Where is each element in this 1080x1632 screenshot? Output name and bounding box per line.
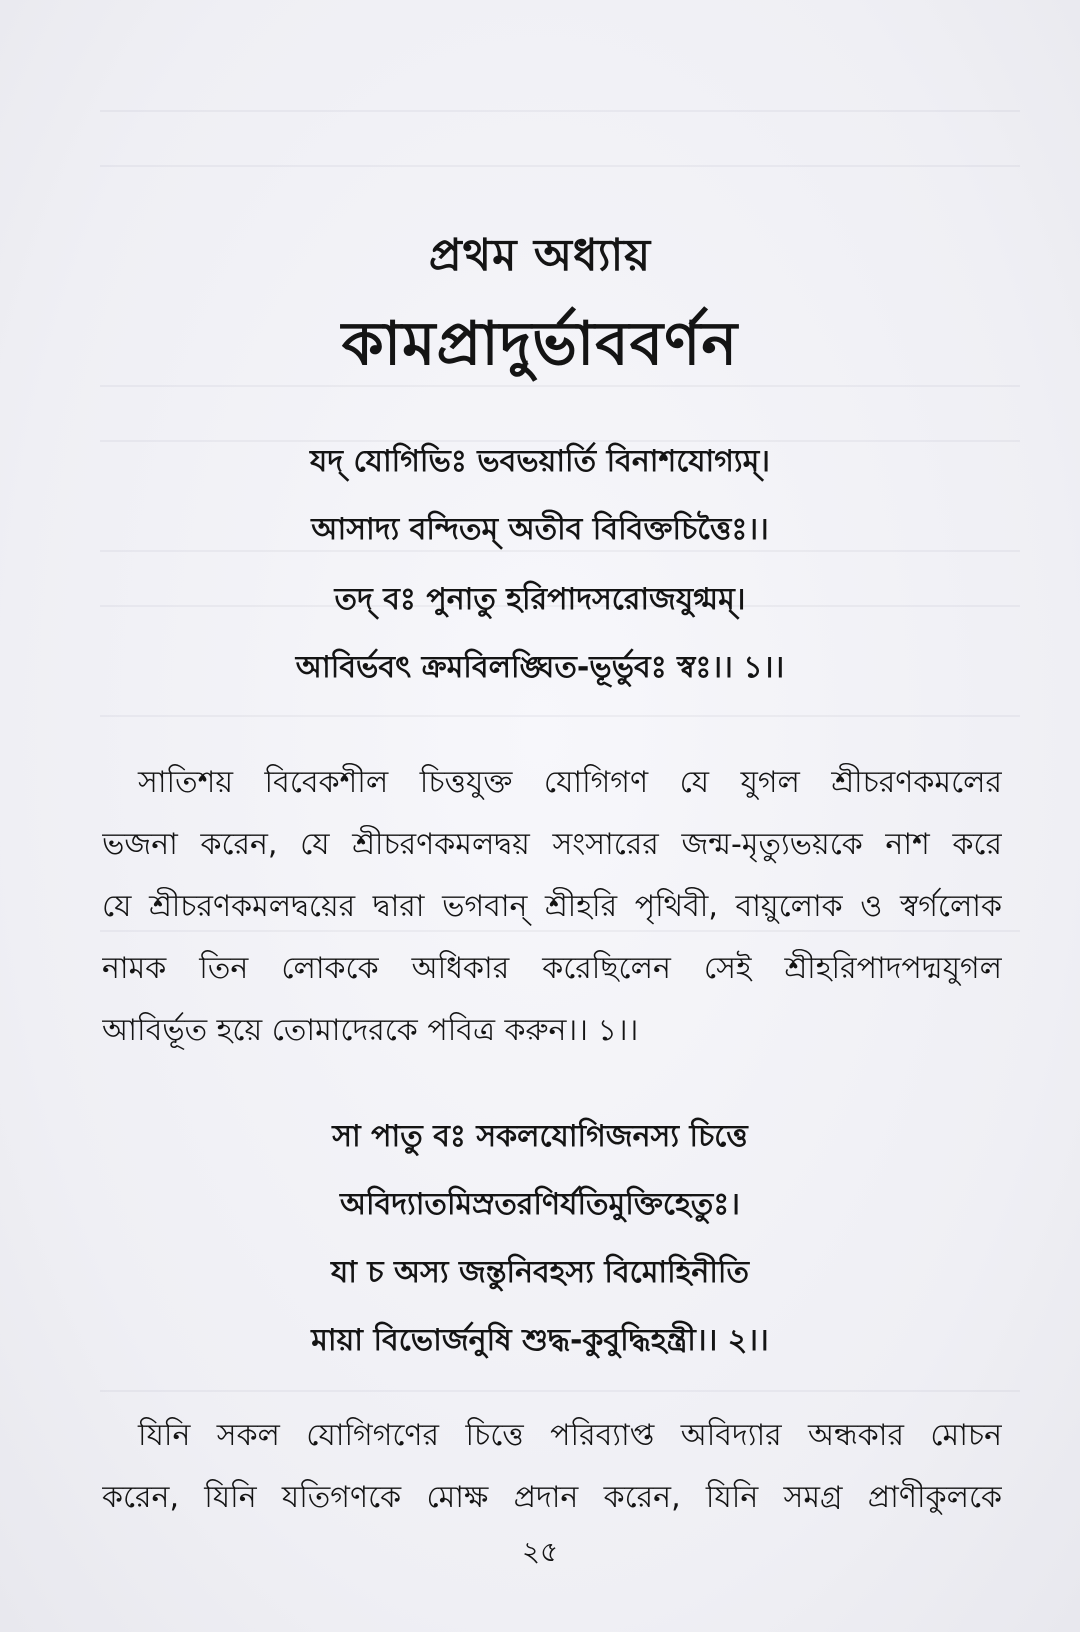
verse-line: সা পাতু বঃ সকলযোগিজনস্য চিত্তে: [332, 1119, 748, 1154]
prose-line: সাতিশয় বিবেকশীল চিত্তযুক্ত যোগিগণ যে যুগল শ্রীচরণকমলের: [138, 765, 1002, 800]
verse-line: আসাদ্য বন্দিতম্ অতীব বিবিক্তচিত্তৈঃ।।: [311, 512, 769, 547]
page-number: ২৫: [521, 1535, 559, 1568]
chapter-title: কামপ্রাদুর্ভাববর্ণন: [341, 309, 739, 379]
prose-line: নামক তিন লোককে অধিকার করেছিলেন সেই শ্রীহরিপাদপদ্মযুগল: [102, 951, 1002, 986]
verse-line: অবিদ্যাতমিস্রতরণির্যতিমুক্তিহেতুঃ।: [340, 1187, 740, 1222]
prose-line: ভজনা করেন, যে শ্রীচরণকমলদ্বয় সংসারের জন্ম-মৃত্যুভয়কে নাশ করে: [102, 827, 1002, 862]
prose-paragraph-1: [102, 752, 1002, 1062]
chapter-heading: প্রথম অধ্যায়: [428, 230, 652, 281]
bleed-through-line: [100, 1390, 1020, 1392]
prose-line: করেন, যিনি যতিগণকে মোক্ষ প্রদান করেন, যিনি সমগ্র প্রাণীকুলকে: [102, 1480, 1002, 1515]
verse-line: তদ্ বঃ পুনাতু হরিপাদসরোজযুগ্মম্।: [334, 582, 746, 617]
bleed-through-line: [100, 165, 1020, 167]
prose-paragraph-2: [102, 1405, 1002, 1529]
prose-line: যিনি সকল যোগিগণের চিত্তে পরিব্যাপ্ত অবিদ্যার অন্ধকার মোচন: [138, 1418, 1002, 1453]
bleed-through-line: [100, 715, 1020, 717]
verse-line: যদ্ যোগিভিঃ ভবভয়ার্তি বিনাশযোগ্যম্।: [310, 444, 770, 479]
verse-line: যা চ অস্য জন্তুনিবহস্য বিমোহিনীতি: [330, 1255, 750, 1290]
verse-line: আবির্ভবৎ ক্রমবিলঙ্ঘিত-ভূর্ভুবঃ স্বঃ।। ১।।: [295, 650, 785, 685]
prose-line: আবির্ভূত হয়ে তোমাদেরকে পবিত্র করুন।। ১।।: [102, 1013, 639, 1048]
verse-line: মায়া বিভোর্জনুষি শুদ্ধ-কুবুদ্ধিহন্ত্রী।। ২।।: [311, 1323, 769, 1358]
prose-line: যে শ্রীচরণকমলদ্বয়ের দ্বারা ভগবান্ শ্রীহরি পৃথিবী, বায়ুলোক ও স্বর্গলোক: [102, 889, 1002, 924]
bleed-through-line: [100, 110, 1020, 112]
